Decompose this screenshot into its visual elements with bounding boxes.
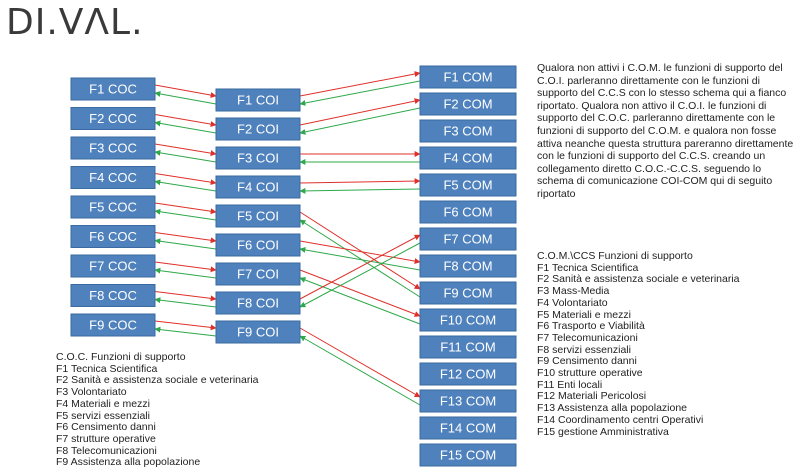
coc-box-label: F3 COC [89,140,137,156]
com-legend-item: F2 Sanità e assistenza sociale e veterinaria [537,273,740,286]
coc-box [71,314,155,336]
com-box [420,417,516,439]
green-arrow [155,300,216,308]
com-legend-item: F3 Mass-Media [537,285,610,298]
com-box [420,444,516,466]
com-box-label: F9 COM [443,285,493,301]
com-box [420,147,516,169]
red-arrow [300,181,420,183]
green-arrow [155,270,216,278]
com-box [420,228,516,250]
coc-legend-item: F2 Sanità e assistenza sociale e veterinaria [56,374,259,387]
coc-box-label: F9 COC [89,317,137,333]
com-box-label: F12 COM [439,366,497,382]
green-arrow [155,152,216,162]
com-box-label: F8 COM [443,258,493,274]
red-arrow [155,292,216,300]
coi-box-label: F7 COI [237,266,279,282]
com-legend-item: F6 Trasporto e Viabilità [537,320,645,333]
com-box [420,309,516,331]
com-box-label: F2 COM [443,96,493,112]
com-legend-item: F5 Materiali e mezzi [537,308,631,321]
coc-box-label: F7 COC [89,258,137,274]
coc-box-label: F1 COC [89,81,137,97]
red-arrow [300,328,420,397]
green-arrow [300,108,420,133]
com-box [420,282,516,304]
com-legend-item: F11 Enti locali [537,378,603,391]
com-legend-item: F9 Censimento danni [537,355,637,368]
red-arrow [300,212,420,289]
coc-box-label: F6 COC [89,229,137,244]
coc-legend-item: F5 servizi essenziali [56,409,150,422]
coc-box-label: F4 COC [89,170,137,185]
coi-box [216,118,300,140]
coc-box-label: F5 COC [89,199,137,215]
coc-box [71,137,155,159]
coi-box-label: F8 COI [237,295,279,311]
coc-box-label: F8 COC [89,288,137,303]
com-box-label: F15 COM [439,447,497,463]
coi-box-label: F3 COI [237,150,279,166]
coi-box [216,263,300,285]
logo-text: DI.VΛL. [6,1,144,43]
red-arrow [155,321,216,328]
red-arrow [155,115,216,126]
coc-box [71,255,155,277]
red-arrow [155,174,216,184]
coi-box-label: F4 COI [237,179,279,195]
com-box-label: F14 COM [439,420,497,436]
coc-legend [56,352,259,469]
coc-box [71,108,155,130]
coi-box-label: F1 COI [237,92,279,108]
com-legend-item: F10 strutture operative [537,367,643,380]
coi-box-label: F9 COI [237,324,279,340]
coc-box [71,78,155,100]
green-arrow [300,189,420,191]
com-box-label: F11 COM [440,339,496,355]
com-box-label: F1 COM [443,69,493,85]
com-box [420,390,516,412]
coi-box-label: F6 COI [237,237,279,253]
com-box [420,120,516,142]
coi-box [216,176,300,198]
coc-legend-item: F6 Censimento danni [56,421,156,434]
com-legend-item: F15 gestione Amministrativa [537,425,669,438]
coi-box [216,321,300,343]
green-arrow [155,182,216,192]
com-legend-item: F7 Telecomunicazioni [537,331,638,344]
com-legend-item: F4 Volontariato [537,296,608,309]
coc-box [71,226,155,248]
com-box-label: F7 COM [443,231,493,247]
com-box-label: F13 COM [439,393,497,409]
com-box-label: F4 COM [443,150,493,166]
com-legend-item: F14 Coordinamento centri Operativi [537,413,704,426]
com-box-label: F3 COM [443,123,493,139]
com-box [420,174,516,196]
com-box [420,93,516,115]
coi-box [216,292,300,314]
red-arrow [155,262,216,270]
com-box [420,363,516,385]
com-legend-item: F13 Assistenza alla popolazione [537,402,688,415]
coi-box-label: F5 COI [237,208,279,224]
com-box [420,66,516,88]
com-legend-item: F8 servizi essenziali [537,343,631,356]
com-ccs-legend [537,251,740,438]
green-arrow [155,211,216,220]
coi-box [216,89,300,111]
com-box [420,201,516,223]
coc-box [71,196,155,218]
green-arrow [155,329,216,336]
com-box-label: F6 COM [443,204,493,220]
coc-legend-item: F4 Materiali e mezzi [56,397,150,410]
green-arrow [155,241,216,250]
coc-legend-item: F9 Assistenza alla popolazione [56,456,201,469]
coi-box [216,147,300,169]
com-legend-title: C.O.M.\CCS Funzioni di supporto [537,250,693,262]
explanation-paragraph: Qualora non attivi i C.O.M. le funzioni di supporto del C.O.I. parleranno direttamente con le funzioni di supporto del C.C.S con lo stesso schema qui a fianco riportato. Qualora non attivo il C.O.I. le funzioni di supporto del C.O.C. parleranno direttamente con le funzioni di supporto del C.O.M. e qualora non fosse attiva neanche questa struttura pareranno direttamente con le funzioni di supporto del C.C.S. creando un collegamento diretto C.O.C.-C.C.S. seguendo lo schema di comunicazione COI-COM qui di seguito riportato [537,62,794,200]
coi-box [216,234,300,256]
coi-box [216,205,300,227]
coc-legend-item: F8 Telecomunicazioni [56,444,157,457]
red-arrow [155,203,216,212]
coc-box-label: F2 COC [89,111,137,126]
red-arrow [300,100,420,125]
com-box-label: F10 COM [439,312,497,328]
com-legend-item: F12 Materiali Pericolosi [537,390,647,403]
red-arrow [155,233,216,242]
coi-box-label: F2 COI [237,121,279,137]
green-arrow [300,336,420,405]
com-box [420,255,516,277]
com-box [420,336,516,358]
com-box-label: F5 COM [443,177,493,193]
coc-legend-title: C.O.C. Funzioni di supporto [56,351,186,363]
coc-legend-item: F3 Volontariato [56,386,127,399]
green-arrow [155,123,216,134]
coc-legend-item: F1 Tecnica Scientifica [56,362,158,375]
coc-box [71,285,155,307]
red-arrow [155,144,216,154]
coc-box [71,167,155,189]
coc-legend-item: F7 strutture operative [56,432,156,445]
com-legend-item: F1 Tecnica Scientifica [537,261,639,274]
